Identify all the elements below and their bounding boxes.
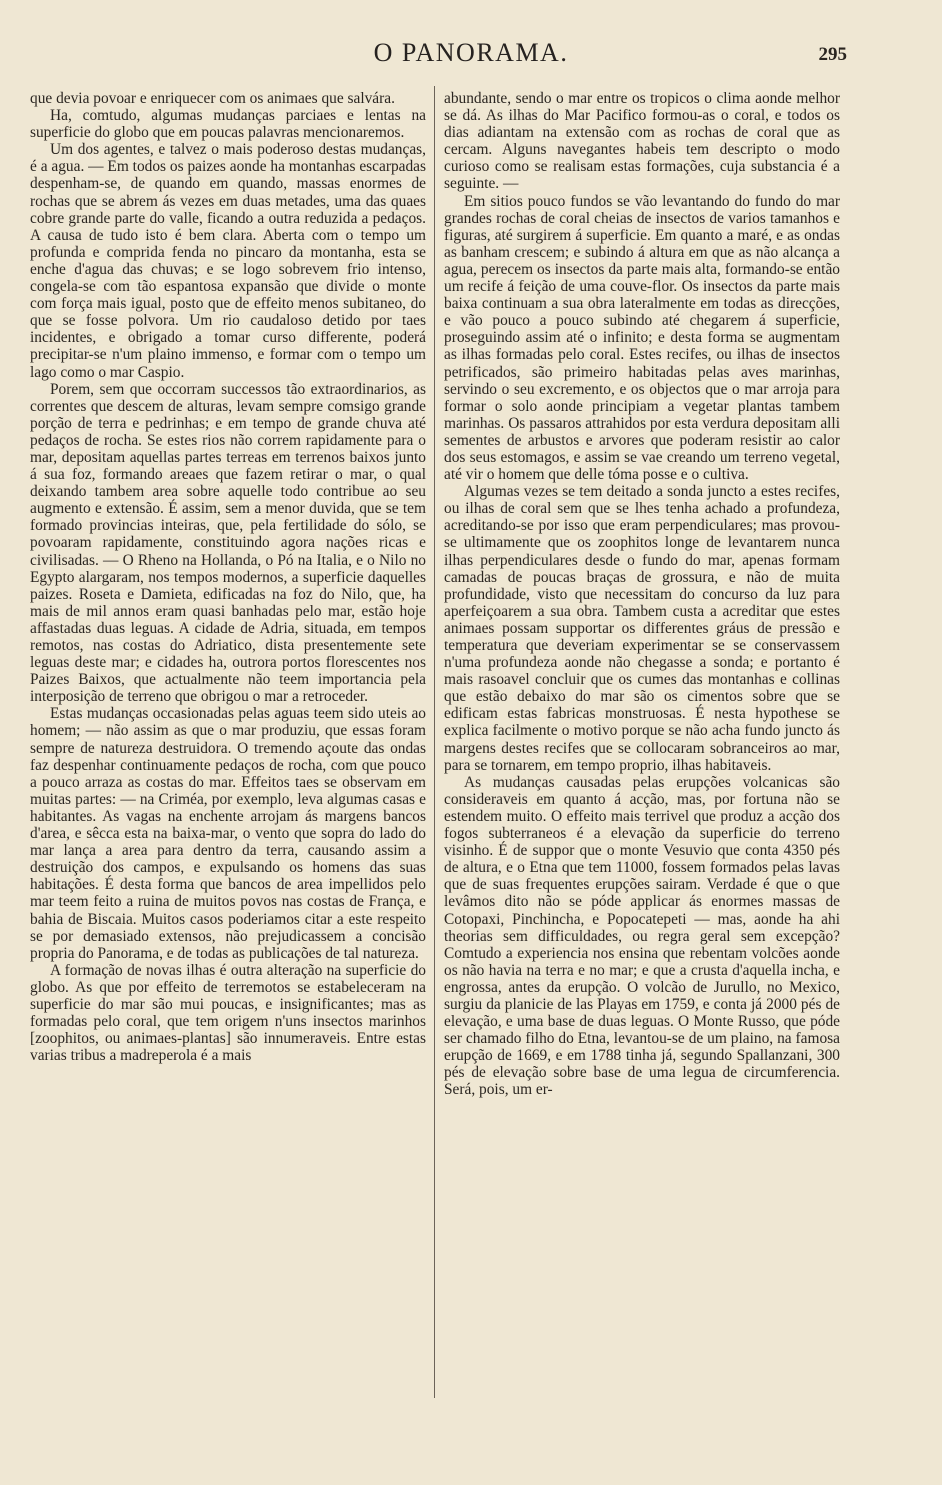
page-title: O PANORAMA. (373, 38, 569, 67)
paragraph: Em sitios pouco fundos se vão levantando do fundo do mar grandes rochas de coral cheias de insectos de varios tamanhos e figuras, até surgirem á superficie. Em quanto a maré, e as ondas as banham crescem; e subindo á altura em que as não alcança a agua, perecem os insectos da parte mais alta, formando-se então um recife á feição de uma couve-flor. Os insectos da parte mais baixa continuam a sua obra lateralmente em todas as direcções, e vão pouco a pouco subindo até chegarem á superficie, proseguindo assim até o infinito; e desta forma se augmentam as ilhas formadas pelo coral. Estes recifes, ou ilhas de insectos petrificados, são primeiro habitadas pelas aves marinhas, servindo o seu excremento, e os objectos que o mar arroja para formar o solo aonde principiam a vegetar plantas tambem marinhas. Os passaros attrahidos por esta verdura depositam alli sementes de arbustos e arvores que poderam resistir ao calor dos seus estomagos, e assim se vae creando um terreno vegetal, até vir o homem que delle tóma posse e o cultiva. (444, 192, 840, 484)
right-column (444, 90, 840, 1099)
paragraph: Ha, comtudo, algumas mudanças parciaes e lentas na superficie do globo que em poucas palavras mencionaremos. (30, 107, 426, 142)
paragraph: A formação de novas ilhas é outra alteração na superficie do globo. As que por effeito de terremotos se estabeleceram na superficie do mar são mui poucas, e insignificantes; mas as formadas pelo coral, que tem origem n'uns insectos marinhos [zoophitos, ou animaes-plantas] são innumeraveis. Entre estas varias tribus a madreperola é a mais (30, 961, 426, 1065)
paragraph: Algumas vezes se tem deitado a sonda juncto a estes recifes, ou ilhas de coral sem que se lhes tenha achado a profundeza, acreditando-se por isso que eram perpendiculares; mas provou-se ultimamente que os zoophitos longe de levantarem nunca ilhas perpendiculares desde o fundo do mar, apenas formam camadas de poucas braças de grossura, e não de muita profundidade, visto que necessitam do concurso da luz para aperfeiçoarem a sua obra. Tambem custa a acreditar que estes animaes possam supportar os differentes gráus de pressão e temperatura que deveriam experimentar se se conservassem n'uma profundeza aonde não chegasse a sonda; e portanto é mais rasoavel concluir que os cumes das montanhas e collinas que estão debaixo do mar são os cimentos sobre que se edificam estas fabricas monstruosas. É nesta hypothese se explica facilmente o motivo porque se não acha fundo juncto ás margens destes recifes que se collocaram sobranceiros ao mar, para se tornarem, em tempo proprio, ilhas habitaveis. (444, 483, 840, 774)
paragraph: abundante, sendo o mar entre os tropicos o clima aonde melhor se dá. As ilhas do Mar Pacifico formou-as o coral, e todos os dias adiantam na extensão com as rochas de coral que as cercam. Alguns navegantes habeis tem descripto o modo curioso como se realisam estas formações, cuja substancia é a seguinte. — (444, 90, 840, 193)
page-number: 295 (818, 44, 847, 65)
paragraph: Um dos agentes, e talvez o mais poderoso destas mudanças, é a agua. — Em todos os paizes aonde ha montanhas escarpadas despenham-se, de quando em quando, massas enormes de rochas que se abrem ás vezes em duas metades, uma das quaes cobre grande parte do valle, ficando a outra reduzida a pedaços. A causa de tudo isto é bem clara. Aberta com o tempo um profunda e comprida fenda no pincaro da montanha, esta se enche d'agua das chuvas; e se logo sobrevem frio intenso, congela-se com tão espantosa expansão que divide o monte com força mais igual, posto que de effeito menos subitaneo, do que se fosse polvora. Um rio caudaloso detido por taes incidentes, e obrigado a tomar curso differente, poderá precipitar-se n'um plaino immenso, e formar com o tempo um lago como o mar Caspio. (30, 141, 426, 381)
left-column (30, 90, 426, 1064)
paragraph: que devia povoar e enriquecer com os animaes que salvára. (30, 90, 395, 107)
paragraph: Estas mudanças occasionadas pelas aguas teem sido uteis ao homem; — não assim as que o mar produziu, que essas foram sempre de natureza destruidora. O tremendo açoute das ondas faz despenhar continuamente pedaços de rocha, com que pouco a pouco arraza as costas do mar. Effeitos taes se observam em muitas partes: — na Criméa, por exemplo, leva algumas casas e habitantes. As vagas na enchente arrojam ás margens bancos d'area, e sêcca esta na baixa-mar, o vento que sopra do lado do mar lança a area para dentro da terra, causando assim a destruição dos campos, e expulsando os homens das suas habitações. É desta forma que bancos de area impellidos pelo mar teem feito a ruina de muitos povos nas costas de França, e bahia de Biscaia. Muitos casos poderiamos citar a este respeito se por demasiado extensos, não prejudicassem a concisão propria do Panorama, e de todas as publicações de tal natureza. (30, 705, 426, 962)
paragraph: As mudanças causadas pelas erupções volcanicas são consideraveis em quanto á acção, mas, por fortuna não se estendem muito. O effeito mais terrivel que produz a acção dos fogos subterraneos é a elevação da superficie do terreno visinho. É de suppor que o monte Vesuvio que conta 4350 pés de altura, e o Etna que tem 11000, fossem formados pelas lavas que de suas frequentes erupções sairam. Verdade é que o que levâmos dito não se póde applicar ás enormes massas de Cotopaxi, Pinchincha, e Popocatepeti — mas, aonde ha ahi theorias sem difficuldades, ou regra geral sem excepção? Comtudo a experiencia nos ensina que rebentam volcões aonde os não havia na terra e no mar; e que a crusta d'aquella incha, e engrossa, antes da erupção. O volcão de Jurullo, no Mexico, surgiu da planicie de las Playas em 1759, e conta já 2000 pés de elevação, e uma base de duas leguas. O Monte Russo, que póde ser chamado filho do Etna, levantou-se de um plaino, na famosa erupção de 1669, e em 1788 tinha já, segundo Spallanzani, 300 pés de elevação sobre base de uma legua de circumferencia. Será, pois, um er- (444, 773, 840, 1099)
column-divider (434, 86, 435, 1398)
paragraph: Porem, sem que occorram successos tão extraordinarios, as correntes que descem de alturas, levam sempre comsigo grande porção de terra e pedrinhas; e em tempo de grande chuva até pedaços de rocha. Se estes rios não correm rapidamente para o mar, depositam aquellas partes terreas em terrenos baixos junto á sua foz, formando areaes que fazem retirar o mar, o qual deixando tambem area sobre aquelle todo contribue ao seu augmento e extensão. É assim, sem a menor duvida, que se tem formado provincias inteiras, que, pela fertilidade do sólo, se povoaram rapidamente, constituindo agora nações ricas e civilisadas. — O Rheno na Hollanda, o Pó na Italia, e o Nilo no Egypto alargaram, nos tempos modernos, a superficie daquelles paizes. Roseta e Damieta, edificadas na foz do Nilo, que, ha mais de mil annos eram quasi banhadas pelo mar, estão hoje affastadas duas leguas. A cidade de Adria, situada, em tempos remotos, nas costas do Adriatico, dista presentemente sete leguas deste mar; e cidades ha, outrora portos florescentes nos Paizes Baixos, que actualmente não teem importancia pela interposição de terreno que obrigou o mar a retroceder. (30, 380, 426, 706)
